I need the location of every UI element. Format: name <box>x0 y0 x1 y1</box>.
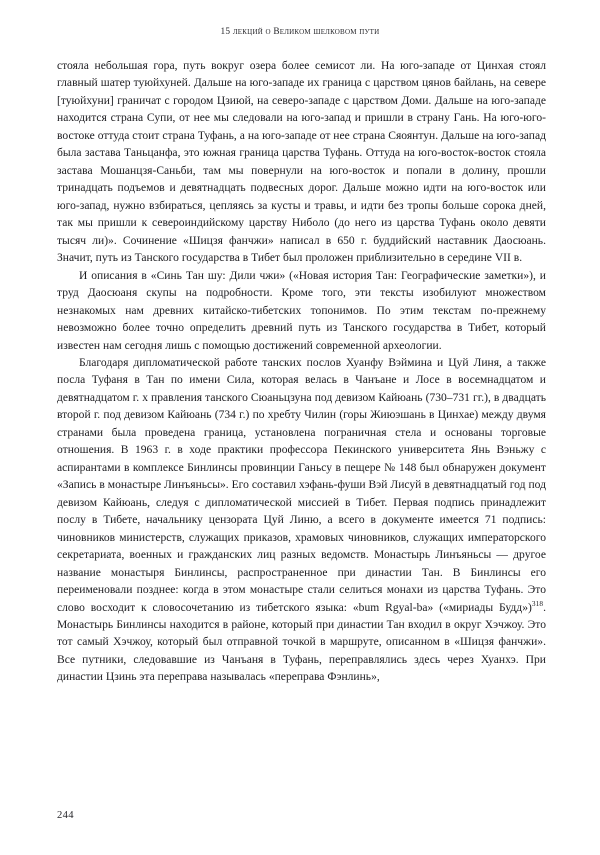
text-column <box>57 58 546 687</box>
footnote-reference-318[interactable]: 318 <box>531 598 544 608</box>
running-head: 15 лекций о Великом шелковом пути <box>220 27 380 37</box>
page-number: 244 <box>57 810 74 821</box>
body-paragraph: стояла небольшая гора, путь вокруг озера более семисот ли. На юго-западе от Цинхая стоял главный шатер туюйхуней. Дальше на юго-западе их граница с царством цянов байлань, на севере [туюйхуни] граничат с городом Цзиюй, на северо-западе с царством Доми. Дальше на юго-западе находится страна Супи, от нее мы следовали на юго-запад и пришли в страну Гань. На юго-юго-востоке оттуда стоит страна Туфань, а на юго-западе от нее страна Сяоянтун. Дальше на юго-запад была застава Таньцанфа, это южная граница царства Туфань. Оттуда на юго-восток-восток стояла застава Мошанцзя-Саньби, там мы повернули на юго-восток и попали в долину, прошли тринадцать подъемов и девятнадцать подвесных дорог. Дальше можно идти на юго-восток или юго-запад, нужно взбираться, цепляясь за кусты и травы, и идти без тропы больше сорока дней, так мы пришли к североиндийскому царству Ниболо (до него из царства Туфань около девяти тысяч ли)». Сочинение «Шицзя фанчжи» написал в 650 г. буддийский наставник Даосюань. Значит, путь из Танского государства в Тибет был проложен приблизительно в середине VII в. <box>57 60 546 265</box>
paragraph-text-before-footnote: Благодаря дипломатической работе танских послов Хуанфу Вэймина и Цуй Линя, а также посла Туфаня в Тан по имени Сила, которая велась в Чанъане и Лосе в восемнадцатом и девятнадцатом г. х правления танского Сюаньцзуна под девизом Кайюань (730–731 гг.), в двадцать второй г. под девизом Кайюань (734 г.) по хребту Чилин (горы Жиюэшань в Цинхае) между двумя странами была проведена граница, установлена пограничная стела и основаны торговые отношения. В 1963 г. в ходе практики профессора Пекинского университета Янь Вэньжу с аспирантами в комплексе Бинлинсы провинции Ганьсу в пещере № 148 был обнаружен документ «Запись в монастыре Линъяньсы». Его составил хэфань-фуши Вэй Лисуй в девятнадцатый год под девизом Кайюань, следуя с дипломатической миссией в Тибет. Первая подпись принадлежит послу в Тибете, начальнику цензората Цуй Линю, а всего в документе имеется 71 подпись: чиновников министерств, служащих приказов, храмовых чиновников, служащих императорского секретариата, военных и гражданских лиц разных ведомств. Монастырь Линъяньсы — другое название монастыря Бинлинсы, распространенное при династии Тан. В Бинлинсы его переименовали позднее: когда в этом монастыре стали селиться монахи из царства Туфань. Это слово восходит к словосочетанию из тибетского языка: «bum Rgyal-ba» («мириады Будд») <box>57 356 546 614</box>
paragraph-text-after-footnote: . Монастырь Бинлинсы находится в районе, который при династии Тан входил в округ Хэчжоу. Это тот самый Хэчжоу, который был отправной точкой в маршруте, описанном в «Шицзя фанчжи». Все путники, следовавшие из Чанъаня в Туфань, переправлялись здесь через Хуанхэ. При династии Цзинь эта переправа называлась «переправа Фэнлинь», <box>57 601 546 684</box>
body-paragraph: И описания в «Синь Тан шу: Дили чжи» («Новая история Тан: Географические заметки»), и труд Даосюаня скупы на подробности. Кроме того, эти тексты изобилуют множеством незнакомых нам древних китайско-тибетских топонимов. По этим текстам по-прежнему невозможно более точно определить древний путь из Танского государства в Тибет, который известен нам сегодня лишь с помощью достижений современной археологии. <box>57 269 546 352</box>
body-paragraph <box>57 355 546 687</box>
